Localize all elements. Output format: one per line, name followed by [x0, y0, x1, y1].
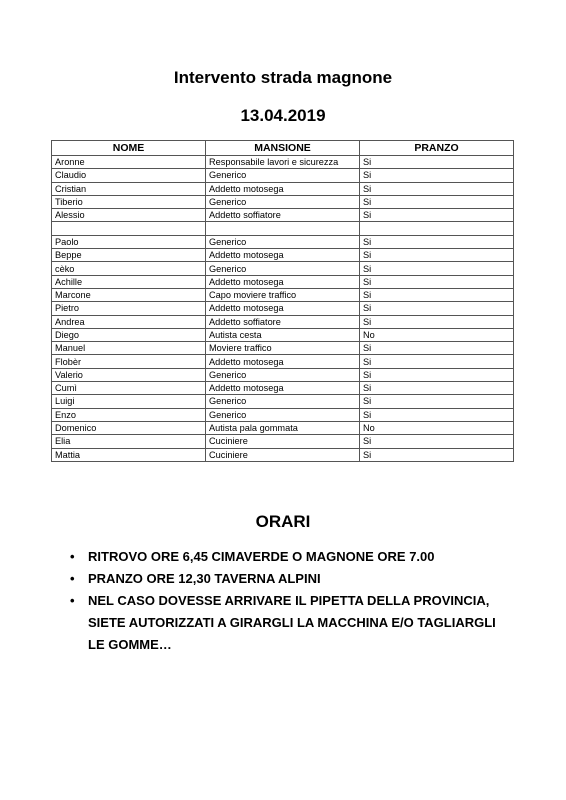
cell-nome: Elia: [52, 435, 206, 448]
cell-pranzo: Si: [360, 302, 514, 315]
cell-mansione: Addetto soffiatore: [206, 209, 360, 222]
cell-nome: Flobèr: [52, 355, 206, 368]
cell-nome: Alessio: [52, 209, 206, 222]
list-item: [66, 590, 516, 656]
cell-pranzo: Si: [360, 448, 514, 461]
cell-nome: Enzo: [52, 408, 206, 421]
table-row: [52, 169, 514, 182]
cell-nome: Diego: [52, 328, 206, 341]
cell-mansione: Addetto motosega: [206, 249, 360, 262]
cell-mansione: Autista pala gommata: [206, 421, 360, 434]
cell-pranzo: No: [360, 328, 514, 341]
cell-mansione: Addetto motosega: [206, 182, 360, 195]
bullet-icon: •: [70, 549, 75, 564]
cell-mansione: Capo moviere traffico: [206, 288, 360, 301]
table-header-row: [52, 141, 514, 156]
cell-pranzo: No: [360, 421, 514, 434]
table-row: [52, 368, 514, 381]
cell-nome: Andrea: [52, 315, 206, 328]
cell-nome: Mattia: [52, 448, 206, 461]
cell-pranzo: Si: [360, 195, 514, 208]
table-row: [52, 435, 514, 448]
table-row: [52, 382, 514, 395]
cell-mansione: Autista cesta: [206, 328, 360, 341]
document-title: Intervento strada magnone: [173, 68, 393, 87]
cell-nome: Cristian: [52, 182, 206, 195]
table-row: [52, 195, 514, 208]
cell-nome: Domenico: [52, 421, 206, 434]
table-row: [52, 182, 514, 195]
cell-pranzo: Si: [360, 395, 514, 408]
orari-list: [66, 546, 516, 656]
cell-mansione: Addetto motosega: [206, 355, 360, 368]
bullet-icon: •: [70, 593, 75, 608]
cell-nome: Luigi: [52, 395, 206, 408]
cell-pranzo: Si: [360, 288, 514, 301]
cell-mansione: Generico: [206, 395, 360, 408]
list-item: [66, 546, 516, 568]
cell-pranzo: Si: [360, 249, 514, 262]
cell-mansione: Cuciniere: [206, 448, 360, 461]
cell-nome: Paolo: [52, 235, 206, 248]
list-item: [66, 568, 516, 590]
cell-mansione: Addetto motosega: [206, 382, 360, 395]
cell-nome: Aronne: [52, 156, 206, 169]
list-item-text: NEL CASO DOVESSE ARRIVARE IL PIPETTA DELLA PROVINCIA, SIETE AUTORIZZATI A GIRARGLI LA MACCHINA E/O TAGLIARGLI LE GOMME…: [88, 593, 496, 652]
table-row: [52, 222, 514, 235]
cell-pranzo: Si: [360, 435, 514, 448]
table-row: [52, 448, 514, 461]
header-mansione: MANSIONE: [206, 141, 360, 156]
cell-pranzo: Si: [360, 408, 514, 421]
cell-pranzo: Si: [360, 169, 514, 182]
cell-pranzo: Si: [360, 182, 514, 195]
list-item-text: RITROVO ORE 6,45 CIMAVERDE O MAGNONE ORE 7.00: [88, 549, 435, 564]
header-nome: NOME: [52, 141, 206, 156]
cell-mansione: Generico: [206, 408, 360, 421]
cell-pranzo: Si: [360, 342, 514, 355]
table-row: [52, 275, 514, 288]
cell-mansione: Generico: [206, 169, 360, 182]
table-row: [52, 342, 514, 355]
cell-mansione: Moviere traffico: [206, 342, 360, 355]
cell-pranzo: Si: [360, 315, 514, 328]
roster-body: [52, 156, 514, 462]
document-date: 13.04.2019: [240, 106, 326, 125]
cell-mansione: Addetto motosega: [206, 275, 360, 288]
table-row: [52, 249, 514, 262]
cell-mansione: Generico: [206, 368, 360, 381]
table-row: [52, 209, 514, 222]
table-row: [52, 302, 514, 315]
cell-nome: Valerio: [52, 368, 206, 381]
cell-mansione: Addetto motosega: [206, 302, 360, 315]
cell-pranzo: Si: [360, 262, 514, 275]
cell-mansione: [206, 222, 360, 235]
table-row: [52, 421, 514, 434]
cell-pranzo: Si: [360, 275, 514, 288]
cell-pranzo: Si: [360, 235, 514, 248]
cell-mansione: Generico: [206, 262, 360, 275]
roster-table: [51, 140, 514, 462]
cell-mansione: Generico: [206, 235, 360, 248]
orari-heading: ORARI: [255, 512, 311, 531]
cell-nome: Beppe: [52, 249, 206, 262]
table-row: [52, 156, 514, 169]
table-row: [52, 235, 514, 248]
table-row: [52, 355, 514, 368]
cell-pranzo: Si: [360, 209, 514, 222]
table-row: [52, 262, 514, 275]
cell-mansione: Responsabile lavori e sicurezza: [206, 156, 360, 169]
cell-nome: Pietro: [52, 302, 206, 315]
cell-pranzo: Si: [360, 156, 514, 169]
table-row: [52, 315, 514, 328]
cell-mansione: Addetto soffiatore: [206, 315, 360, 328]
list-item-text: PRANZO ORE 12,30 TAVERNA ALPINI: [88, 571, 321, 586]
table-row: [52, 408, 514, 421]
header-pranzo: PRANZO: [360, 141, 514, 156]
cell-pranzo: Si: [360, 368, 514, 381]
cell-nome: cèko: [52, 262, 206, 275]
bullet-icon: •: [70, 571, 75, 586]
cell-nome: Manuel: [52, 342, 206, 355]
cell-pranzo: Si: [360, 355, 514, 368]
cell-nome: Cumì: [52, 382, 206, 395]
table-row: [52, 395, 514, 408]
cell-nome: Claudio: [52, 169, 206, 182]
cell-nome: Tiberio: [52, 195, 206, 208]
cell-pranzo: Si: [360, 382, 514, 395]
cell-nome: Achille: [52, 275, 206, 288]
table-row: [52, 328, 514, 341]
cell-mansione: Cuciniere: [206, 435, 360, 448]
cell-nome: Marcone: [52, 288, 206, 301]
cell-mansione: Generico: [206, 195, 360, 208]
cell-nome: [52, 222, 206, 235]
table-row: [52, 288, 514, 301]
cell-pranzo: [360, 222, 514, 235]
